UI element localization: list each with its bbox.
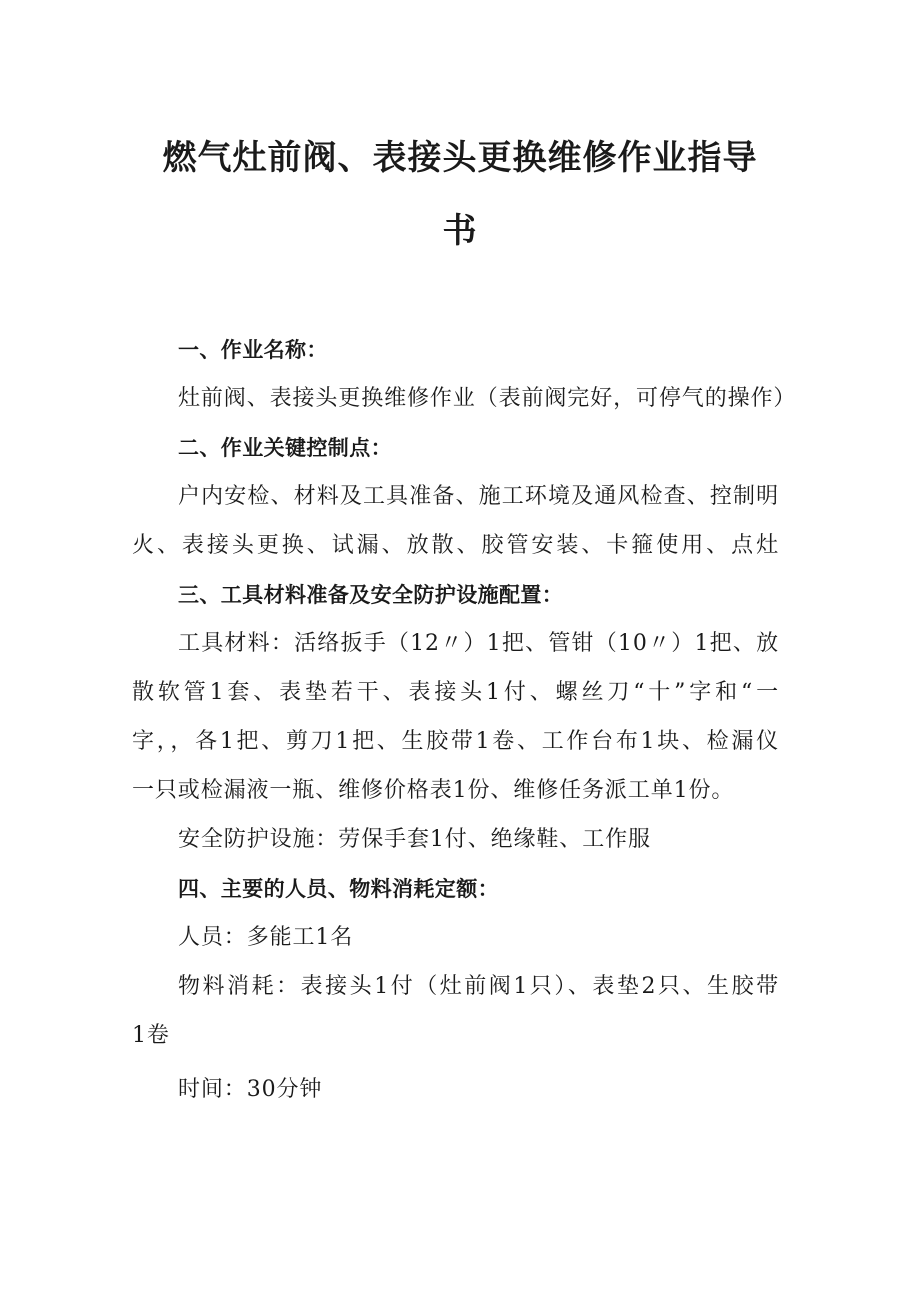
section-3-tools-line-2: 散软管1套、表垫若干、表接头1付、螺丝刀“十”字和“一	[132, 680, 779, 705]
section-1-text: 灶前阀、表接头更换维修作业（表前阀完好，可停气的操作）	[178, 386, 797, 411]
section-2-text-line-2: 火、表接头更换、试漏、放散、胶管安装、卡箍使用、点灶	[132, 533, 779, 558]
section-4-heading: 四、主要的人员、物料消耗定额：	[178, 877, 499, 901]
section-4-time: 时间：30分钟	[178, 1077, 323, 1102]
section-4-materials-line-1: 物料消耗：表接头1付（灶前阀1只）、表垫2只、生胶带	[178, 974, 779, 999]
section-3-tools-line-4: 一只或检漏液一瓶、维修价格表1份、维修任务派工单1份。	[132, 778, 735, 803]
section-1-heading: 一、作业名称：	[178, 338, 328, 362]
document-title-line-1: 燃气灶前阀、表接头更换维修作业指导	[162, 138, 758, 178]
section-3-safety: 安全防护设施：劳保手套1付、绝缘鞋、工作服	[178, 827, 651, 852]
section-4-personnel: 人员：多能工1名	[178, 925, 354, 950]
section-4-materials-line-2: 1卷	[132, 1023, 170, 1048]
section-3-tools-line-1: 工具材料：活络扳手（12〃）1把、管钳（10〃）1把、放	[178, 631, 779, 656]
section-2-text-line-1: 户内安检、材料及工具准备、施工环境及通风检查、控制明	[178, 484, 779, 509]
section-2-heading: 二、作业关键控制点：	[178, 436, 392, 460]
section-3-tools-line-3: 字，，各1把、剪刀1把、生胶带1卷、工作台布1块、检漏仪	[132, 729, 779, 754]
document-title-line-2: 书	[442, 211, 478, 251]
section-3-heading: 三、工具材料准备及安全防护设施配置：	[178, 583, 564, 607]
